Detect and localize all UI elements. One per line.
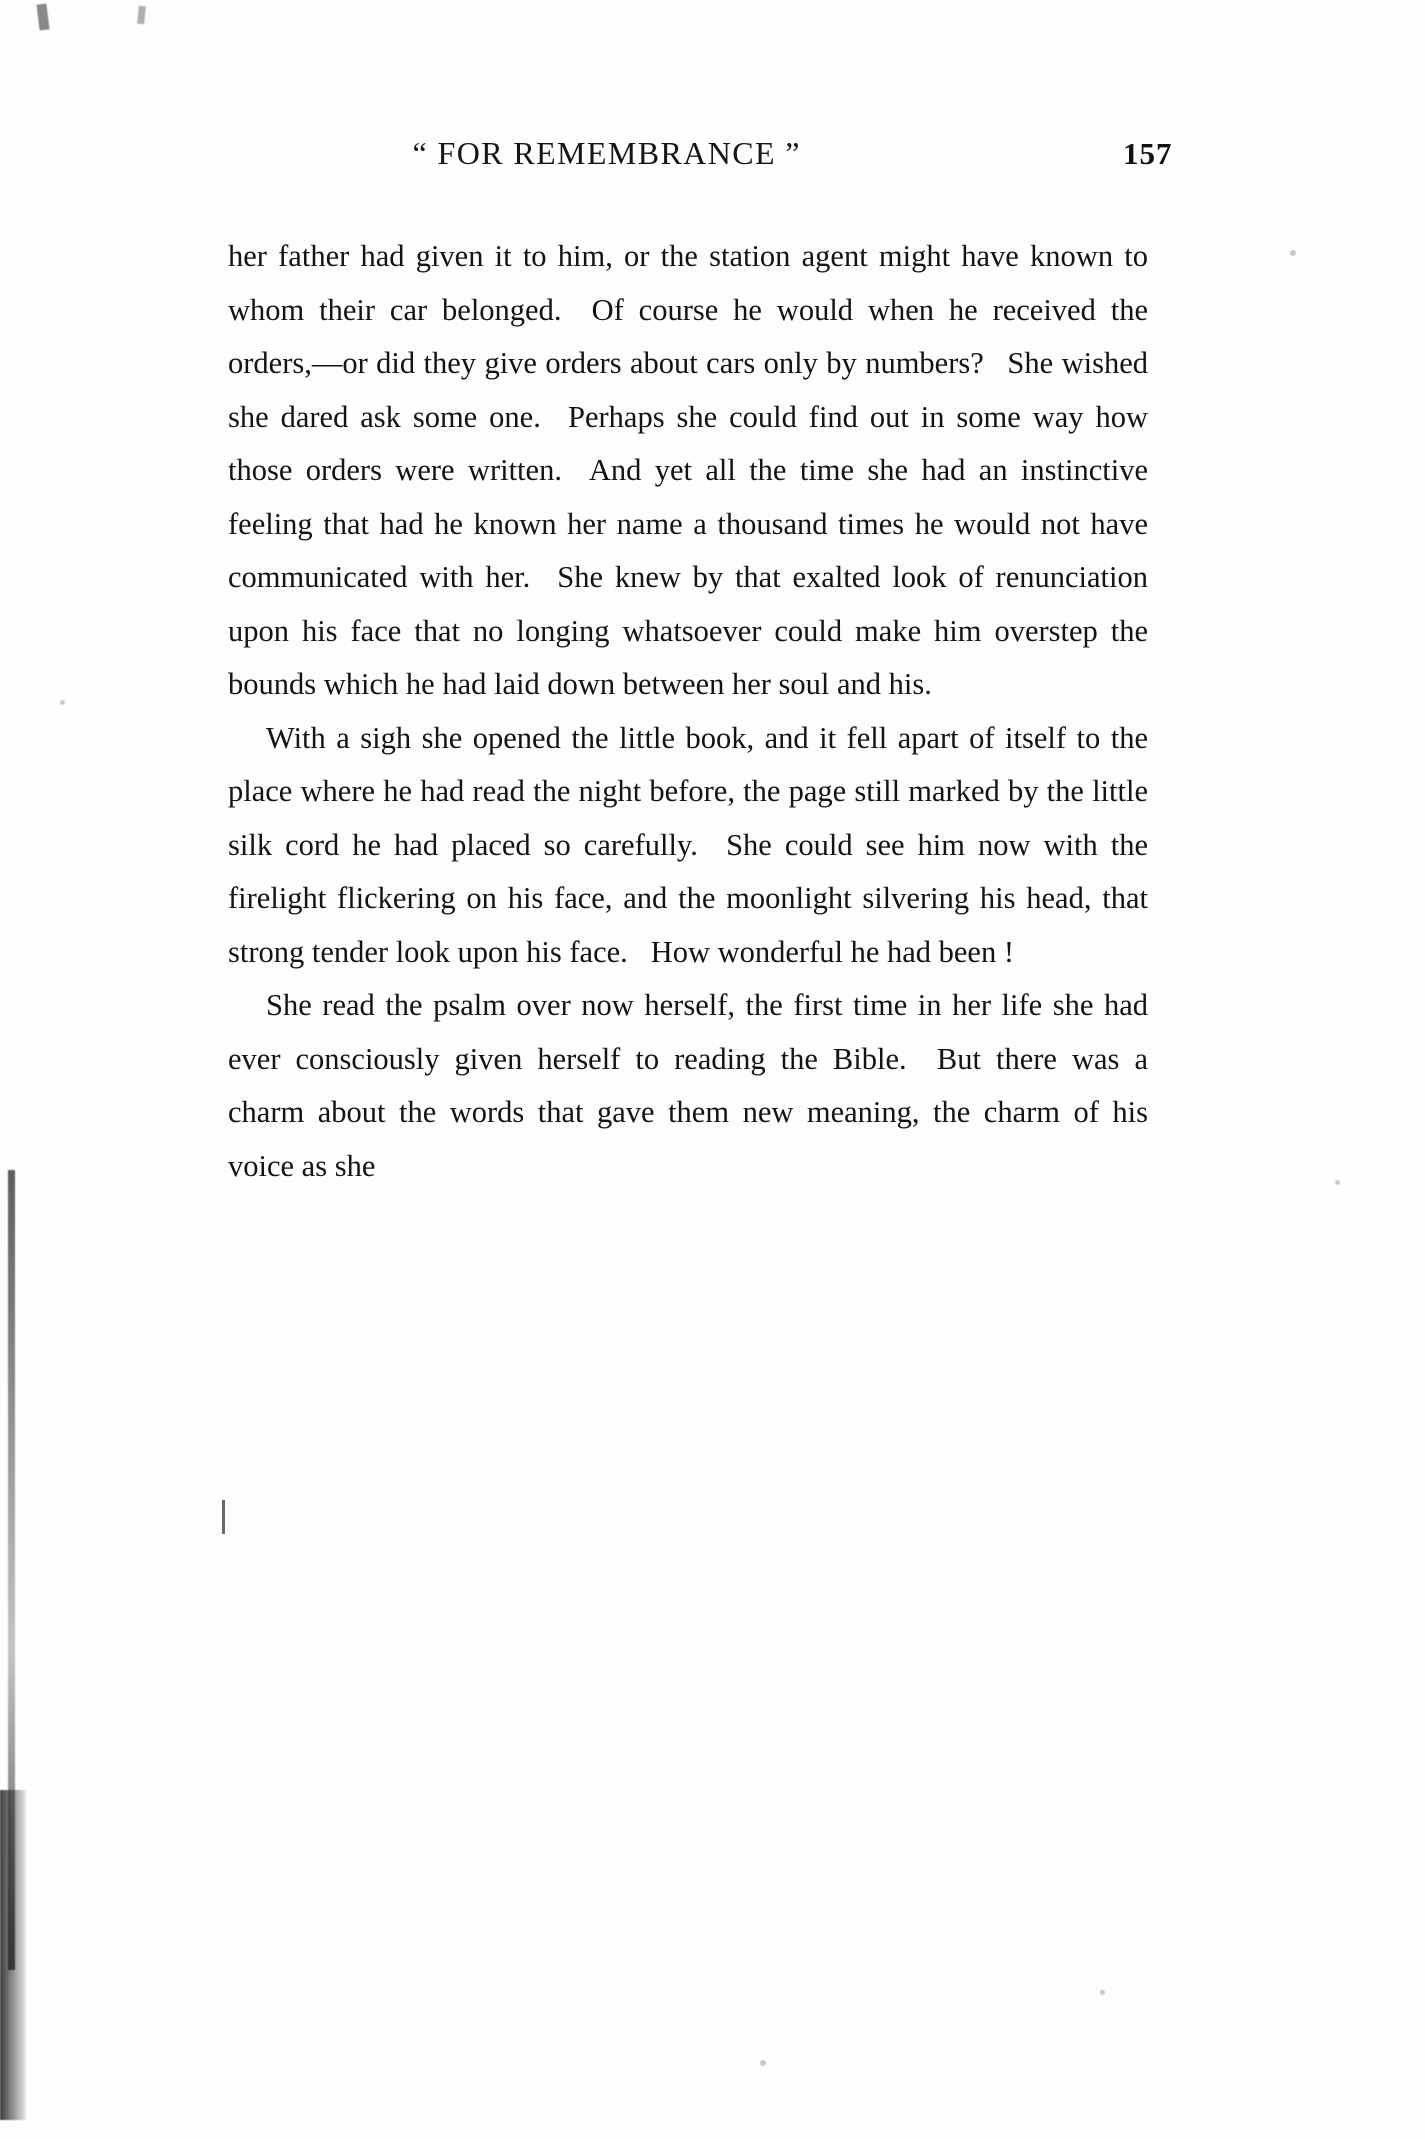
running-head-title: “ FOR REMEMBRANCE ” (412, 135, 801, 171)
scan-speck-icon (1335, 1180, 1340, 1185)
scan-speck-icon (60, 700, 65, 705)
scan-artifact-icon (222, 1500, 225, 1534)
paragraph: her father had given it to him, or the station agent might have known to whom their car belonged. Of course he would when he received the orders,—or did they give orders about cars only by numbers? She wished she dared ask some one. Perhaps she could find out in some way how those orders were written. And yet all the time she had an instinctive feeling that had he known her name a thousand times he would not have communicated with her. She knew by that exalted look of renunciation upon his face that no longing whatsoever could make him overstep the bounds which he had laid down between her soul and his. (228, 239, 1148, 701)
page-header (0, 135, 1425, 172)
page-number: 157 (1123, 136, 1173, 171)
scan-artifact-icon (137, 6, 146, 25)
body-text (228, 230, 1148, 1193)
paragraph: With a sigh she opened the little book, and it fell apart of itself to the place where he had read the night before, the page still marked by the little silk cord he had placed so carefully. She could see him now with the firelight flickering on his face, and the moonlight silvering his head, that strong tender look upon his face. How wonderful he had been ! (228, 720, 1148, 969)
scan-speck-icon (760, 2060, 766, 2066)
page-edge-shadow (0, 1790, 26, 2120)
scan-speck-icon (1100, 1990, 1105, 1995)
scan-artifact-icon (36, 3, 49, 30)
scan-speck-icon (1290, 250, 1296, 256)
paragraph: She read the psalm over now herself, the first time in her life she had ever consciously given herself to reading the Bible. But there was a charm about the words that gave them new meaning, the charm of his voice as she (228, 988, 1148, 1183)
